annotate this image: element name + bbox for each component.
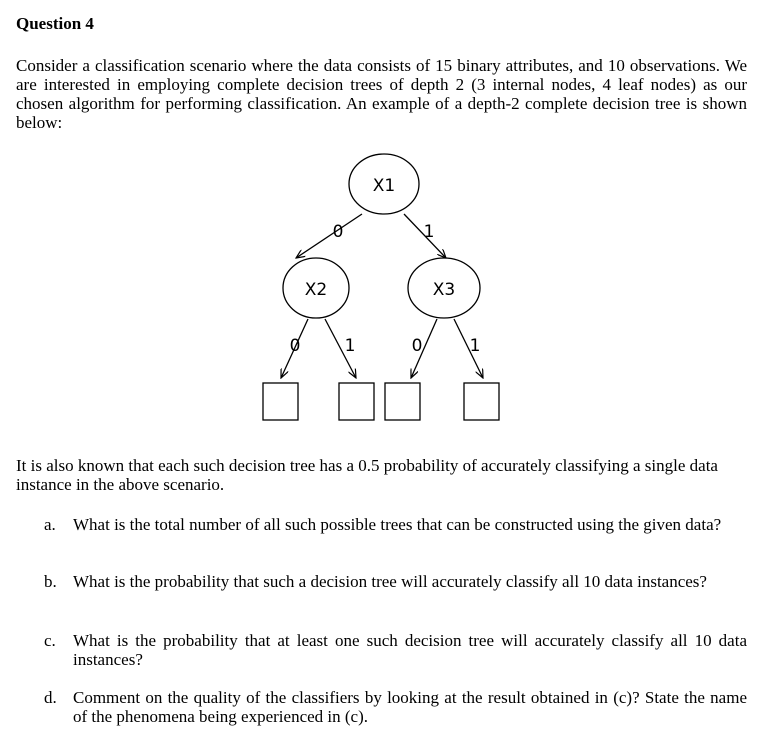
- sub-question-d: [44, 688, 747, 726]
- sub-question-b: [44, 572, 747, 591]
- edge-label-x2-right: 1: [344, 336, 356, 356]
- tree-leaf-1: [263, 383, 298, 420]
- edge-label-x2-left: 0: [289, 336, 301, 356]
- sub-question-a: [44, 515, 747, 534]
- sub-question-text: What is the total number of all such possible trees that can be constructed using the given data?: [73, 515, 722, 534]
- edge-label-x3-left: 0: [411, 336, 423, 356]
- tree-node-right-label: X3: [432, 280, 456, 300]
- followup-paragraph: It is also known that each such decision tree has a 0.5 probability of accurately classifying a single data instance in the above scenario.: [16, 456, 718, 494]
- sub-question-c: [44, 631, 747, 669]
- edge-label-root-left: 0: [332, 222, 344, 242]
- tree-leaf-2: [339, 383, 374, 420]
- sub-question-text: What is the probability that such a decision tree will accurately classify all 10 data instances?: [73, 572, 707, 591]
- sub-question-marker: c.: [44, 631, 56, 650]
- tree-node-root-label: X1: [372, 176, 396, 196]
- sub-question-marker: d.: [44, 688, 57, 707]
- edge-label-root-right: 1: [423, 222, 435, 242]
- sub-question-marker: b.: [44, 572, 57, 591]
- sub-question-text: Comment on the quality of the classifiers by looking at the result obtained in (c)? State the name of the phenomena being experienced in (c).: [73, 688, 747, 726]
- tree-leaf-3: [385, 383, 420, 420]
- tree-node-left-label: X2: [304, 280, 328, 300]
- edge-label-x3-right: 1: [469, 336, 481, 356]
- question-heading: Question 4: [16, 14, 94, 33]
- intro-paragraph: Consider a classification scenario where the data consists of 15 binary attributes, and 10 observations. We are interested in employing complete decision trees of depth 2 (3 internal nodes, 4 leaf nodes) as our chosen algorithm for performing classification. An example of a depth-2 complete decision tree is shown below:: [16, 56, 747, 132]
- sub-question-marker: a.: [44, 515, 56, 534]
- sub-question-text: What is the probability that at least one such decision tree will accurately classify all 10 data instances?: [73, 631, 747, 669]
- tree-leaf-4: [464, 383, 499, 420]
- edge-root-left: [296, 214, 362, 258]
